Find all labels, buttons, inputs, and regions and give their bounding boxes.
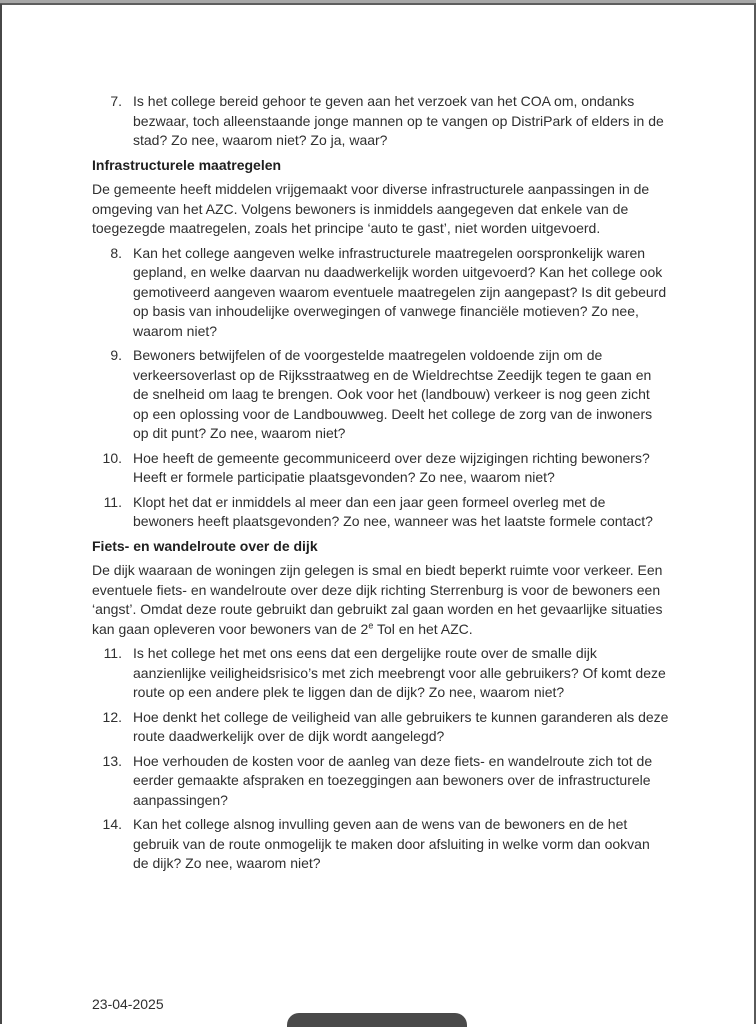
question-number: 7. (110, 93, 122, 109)
question-number: 11. (103, 645, 122, 661)
question-item-14 (92, 815, 674, 874)
question-text: Kan het college aangeven welke infrastructurele maatregelen oorspronkelijk waren gepland, en welke daarvan nu daadwerkelijk worden uitgevoerd? Kan het college ook gemotiveerd aangeven waarom eventuele maatregelen zijn aangepast? Is dit gebeurd op basis van inhoudelijke overwegingen of vanwege financiële motieven? Zo nee, waarom niet? (133, 244, 667, 339)
question-number: 13. (102, 752, 122, 769)
intro-text-after-superscript: Tol en het AZC. (373, 620, 473, 637)
question-text: Hoe denkt het college de veiligheid van alle gebruikers te kunnen garanderen als deze route daadwerkelijk over de dijk wordt aangelegd? (133, 708, 669, 744)
question-item-11b (92, 644, 674, 703)
question-item-10 (92, 449, 674, 488)
section1-intro-paragraph: De gemeente heeft middelen vrijgemaakt voor diverse infrastructurele aanpassingen in de omgeving van het AZC. Volgens bewoners is inmiddels aangegeven dat enkele van de toegezegde maatregelen, zoals het principe ‘auto te gast’, niet worden uitgevoerd. (92, 181, 650, 236)
question-item-8 (92, 244, 674, 342)
question-text: Hoe heeft de gemeente gecommuniceerd over deze wijzigingen richting bewoners? Heeft er formele participatie plaatsgevonden? Zo nee, waarom niet? (133, 449, 650, 485)
footer-date: 23-04-2025 (92, 996, 164, 1012)
question-item-12 (92, 708, 674, 747)
question-number: 11. (103, 493, 122, 510)
question-text: Bewoners betwijfelen of de voorgestelde maatregelen voldoende zijn om de verkeersoverlast op de Rijksstraatweg en de Wieldrechtse Zeedijk tegen te gaan en de snelheid om laag te brengen. Ook voor het (landbouw) verkeer is nog geen zicht op een oplossing voor de Landbouwweg. Deelt het college de zorg van de inwoners op dit punt? Zo nee, waarom niet? (133, 347, 653, 441)
question-text: Is het college het met ons eens dat een dergelijke route over de smalle dijk aanzienlijke veiligheidsrisico’s met zich meebrengt voor alle gebruikers? Of komt deze route op een andere plek te liggen dan de dijk? Zo nee, waarom niet? (133, 645, 666, 700)
question-number: 14. (102, 816, 122, 832)
section-heading-fiets-en-wandelroute: Fiets- en wandelroute over de dijk (92, 537, 318, 554)
question-text: Is het college bereid gehoor te geven aan het verzoek van het COA om, ondanks bezwaar, toch alleenstaande jonge mannen op te vangen op DistriPark of elders in de stad? Zo nee, waarom niet? Zo ja, waar? (133, 93, 664, 148)
intro-text-before-superscript: De dijk waaraan de woningen zijn gelegen is smal en biedt beperkt ruimte voor verkeer. Een eventuele fiets- en wandelroute over deze dijk richting Sterrenburg is voor de bewoners een ‘angst’. Omdat deze route gebruikt dan gebruikt zal gaan worden en het gevaarlijke situaties kan gaan opleveren voor bewoners van de 2 (92, 562, 663, 637)
question-item-11 (92, 493, 674, 532)
question-number: 12. (102, 708, 122, 725)
page-top-edge-dark (0, 3, 756, 5)
section-heading-infrastructurele-maatregelen: Infrastructurele maatregelen (92, 156, 282, 173)
question-number: 8. (110, 244, 122, 261)
page-left-edge (0, 4, 2, 1024)
question-item-7 (92, 92, 674, 151)
document-page (92, 92, 674, 879)
question-text: Klopt het dat er inmiddels al meer dan een jaar geen formeel overleg met de bewoners heeft plaatsgevonden? Zo nee, wanneer was het laatste formele contact? (133, 493, 653, 529)
floating-toolbar-partial[interactable] (287, 1013, 467, 1027)
question-number: 9. (110, 347, 122, 363)
question-text: Hoe verhouden de kosten voor de aanleg van deze fiets- en wandelroute zich tot de eerder gemaakte afspraken en toezeggingen aan bewoners over de infrastructurele aanpassingen? (133, 752, 653, 808)
question-item-13 (92, 752, 674, 811)
ordinal-superscript: e (368, 619, 374, 630)
question-item-9 (92, 346, 674, 444)
question-text: Kan het college alsnog invulling geven aan de wens van de bewoners en de het gebruik van de route onmogelijk te maken door afsluiting in welke vorm dan ookvan de dijk? Zo nee, waarom niet? (133, 816, 650, 871)
question-number: 10. (102, 449, 122, 466)
section2-intro-paragraph (92, 561, 670, 639)
